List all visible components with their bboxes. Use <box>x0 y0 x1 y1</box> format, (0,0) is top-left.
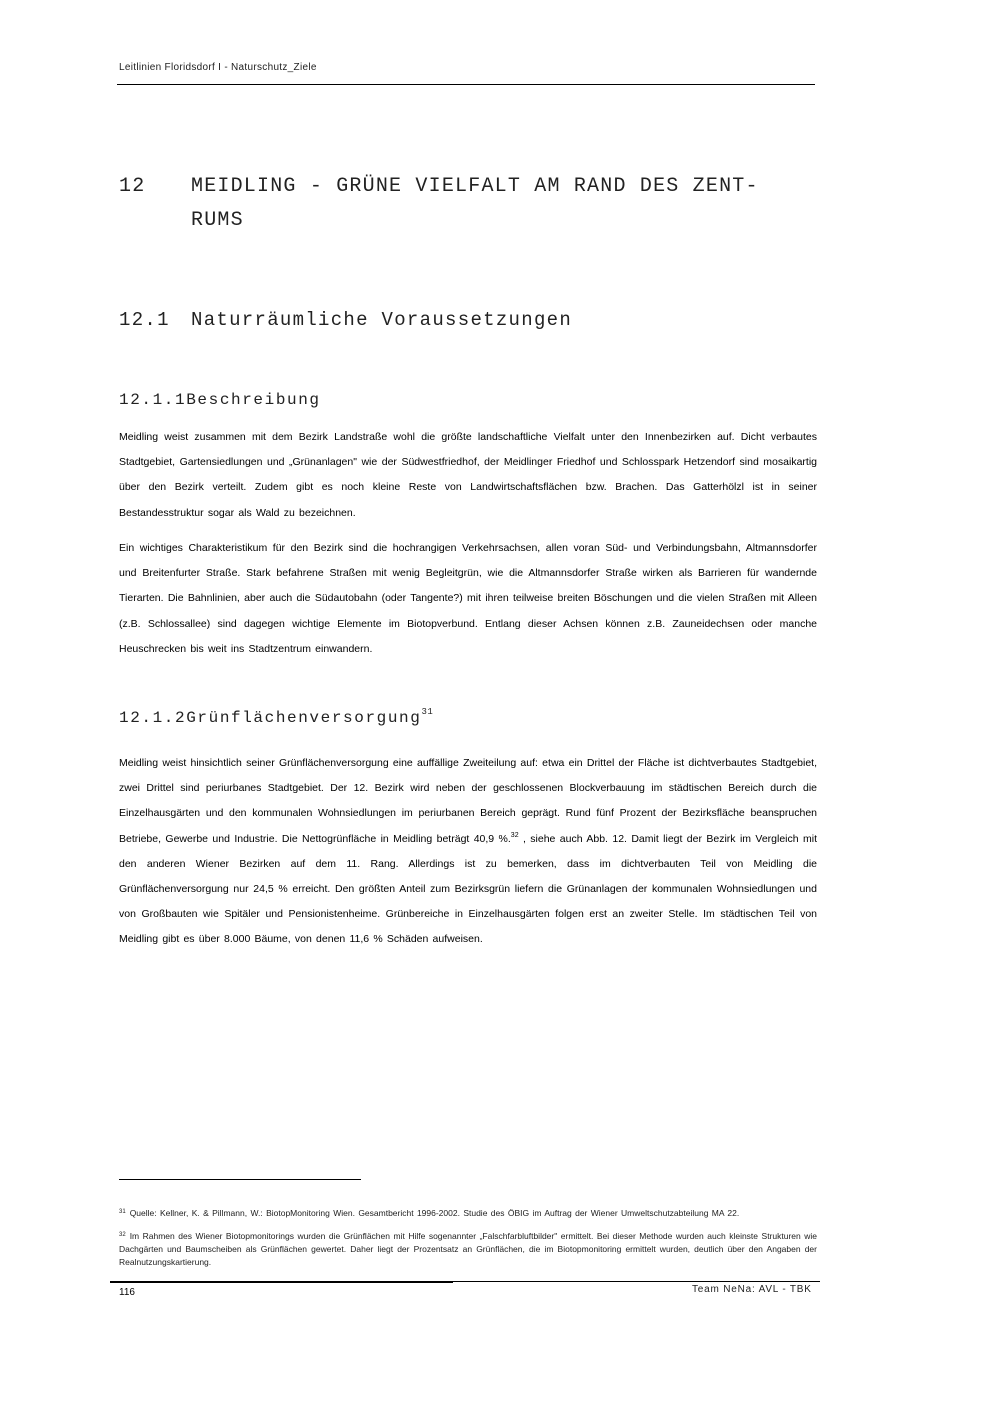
paragraph-beschreibung-1: Meidling weist zusammen mit dem Bezirk Landstraße wohl die größte landschaftliche Vielfalt unter den Innenbezirken auf. Dicht verbautes Stadtgebiet, Gartensiedlungen und „Grünanlagen" wie der Südwestfriedhof, der Meidlinger Friedhof und Schlosspark Hetzendorf sind mosaikartig über den Bezirk verteilt. Zudem gibt es noch kleine Reste von Landwirtschaftsflächen bzw. Brachen. Das Gatterhölzl ist in seiner Bestandesstruktur sogar als Wald zu bezeichnen. <box>119 431 817 519</box>
subsection-heading-gruenflaechen <box>119 707 433 727</box>
footnote-marker: 32 <box>119 1232 126 1238</box>
subsection-heading-beschreibung <box>119 391 321 409</box>
section-heading <box>119 309 572 331</box>
chapter-number: 12 <box>119 175 146 198</box>
footnote-31 <box>119 1207 817 1220</box>
footnote-text: Quelle: Kellner, K. & Pillmann, W.: BiotopMonitoring Wien. Gesamtbericht 1996-2002. Studie des ÖBIG im Auftrag der Wiener Umweltschutzabteilung MA 22. <box>129 1208 740 1218</box>
footer-team: Team NeNa: AVL - TBK <box>692 1284 812 1295</box>
paragraph-gruenflaechen-part2: , siehe auch Abb. 12. Damit liegt der Bezirk im Vergleich mit den anderen Wiener Bezirken auf dem 11. Rang. Allerdings ist zu bemerken, dass im dichtverbauten Teil von Meidling die Grünflächenversorgung nur 24,5 % erreicht. Den größten Anteil zum Bezirksgrün liefern die Grünanlagen der kommunalen Wohnsiedlungen und von Großbauten wie Spitäler und Pensionistenheime. Grünbereiche in Einzelhausgärten folgen erst an zweiter Stelle. Im städtischen Teil von Meidling gibt es über 8.000 Bäume, von denen 11,6 % Schäden aufweisen. <box>119 832 817 946</box>
paragraph-gruenflaechen <box>119 751 817 953</box>
footnote-rule <box>119 1179 361 1180</box>
header-rule <box>117 84 815 85</box>
paragraph-beschreibung-2: Ein wichtiges Charakteristikum für den Bezirk sind die hochrangigen Verkehrsachsen, allen voran Süd- und Verbindungsbahn, Altmannsdorfer und Breitenfurter Straße. Stark befahrene Straßen mit wenig Begleitgrün, wie die Altmannsdorfer Straße wirken als Barrieren für wandernde Tierarten. Die Bahnlinien, aber auch die Südautobahn (oder Tangente?) mit ihren teilweise breiten Böschungen und die vielen Straßen mit Alleen (z.B. Schlossallee) sind dagegen wichtige Elemente im Biotopverbund. Entlang dieser Achsen können z.B. Zauneidechsen oder manche Heuschrecken bis weit ins Stadtzentrum einwandern. <box>119 542 817 655</box>
paragraph-gruenflaechen-part1: Meidling weist hinsichtlich seiner Grünflächenversorgung eine auffällige Zweiteilung auf: etwa ein Drittel der Fläche ist dichtverbautes Stadtgebiet, zwei Drittel sind periurbanes Stadtgebiet. Der 12. Bezirk wird neben der geschlossenen Blockverbauung im städtischen Bereich durch die Einzelhausgärten und den kommunalen Wohnsiedlungen im periurbanen Bereich geprägt. Rund fünf Prozent der Bezirksfläche beanspruchen Betriebe, Gewerbe und Industrie. Die Nettogrünfläche in Meidling beträgt 40,9 %. <box>119 757 817 845</box>
chapter-title: MEIDLING - GRÜNE VIELFALT AM RAND DES ZENT-RUMS <box>191 175 759 232</box>
subsection-title: Beschreibung <box>186 391 321 409</box>
subsection-number: 12.1.2 <box>119 709 187 727</box>
footnote-marker: 31 <box>119 1209 126 1215</box>
subsection-title: Grünflächenversorgung <box>186 709 422 727</box>
footnote-text: Im Rahmen des Wiener Biotopmonitorings wurden die Grünflächen mit Hilfe sogenannter „Falschfarbluftbilder" ermittelt. Bei dieser Methode wurden auch kleinste Strukturen wie Dachgärten und Baumscheiben als Grünflächen gewertet. Daher liegt der Prozentsatz an Grünflächen, die im Biotopmonitoring ermittelt wurden, deutlich über den Angaben der Realnutzungskartierung. <box>119 1231 817 1267</box>
running-header: Leitlinien Floridsdorf I - Naturschutz_Ziele <box>119 62 317 73</box>
chapter-heading <box>119 170 819 238</box>
footnote-32 <box>119 1230 817 1269</box>
page-number: 116 <box>119 1287 135 1298</box>
footer-rule <box>110 1281 453 1283</box>
section-title: Naturräumliche Voraussetzungen <box>191 309 573 331</box>
subsection-number: 12.1.1 <box>119 391 187 409</box>
footnote-reference[interactable]: 31 <box>421 707 434 717</box>
inline-footnote-reference[interactable]: 32 <box>510 831 519 839</box>
footer-rule-right <box>453 1281 820 1282</box>
section-number: 12.1 <box>119 309 170 331</box>
